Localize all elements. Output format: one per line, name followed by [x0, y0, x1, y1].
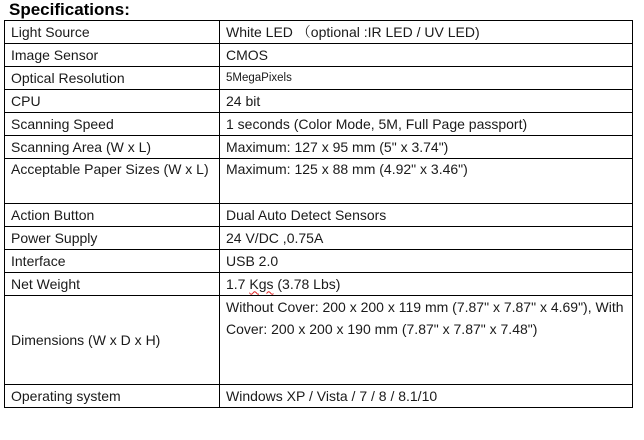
spec-value-interface: USB 2.0	[220, 250, 633, 273]
spec-value-cpu: 24 bit	[220, 90, 633, 113]
table-row	[5, 21, 633, 44]
spellcheck-flagged-word: Kgs	[249, 275, 274, 292]
spec-label-scanning-area: Scanning Area (W x L)	[5, 136, 220, 159]
spec-label-optical-resolution: Optical Resolution	[5, 67, 220, 90]
table-row	[5, 385, 633, 408]
spec-label-scanning-speed: Scanning Speed	[5, 113, 220, 136]
specifications-table	[4, 20, 633, 408]
spec-value-action-button: Dual Auto Detect Sensors	[220, 204, 633, 227]
table-row	[5, 113, 633, 136]
table-row	[5, 250, 633, 273]
spec-value-dimensions: Without Cover: 200 x 200 x 119 mm (7.87" x 7.87" x 4.69"), With Cover: 200 x 200 x 190 mm (7.87" x 7.87" x 7.48")	[220, 296, 633, 385]
spec-label-image-sensor: Image Sensor	[5, 44, 220, 67]
net-weight-suffix: (3.78 Lbs)	[273, 275, 341, 292]
spec-value-light-source: White LED （optional :IR LED / UV LED)	[220, 21, 633, 44]
specifications-heading: Specifications:	[9, 0, 130, 19]
net-weight-prefix: 1.7	[226, 275, 250, 292]
spec-label-operating-system: Operating system	[5, 385, 220, 408]
spec-value-scanning-speed: 1 seconds (Color Mode, 5M, Full Page passport)	[220, 113, 633, 136]
table-row	[5, 159, 633, 204]
table-row	[5, 273, 633, 296]
table-row	[5, 204, 633, 227]
spec-label-light-source: Light Source	[5, 21, 220, 44]
table-row	[5, 227, 633, 250]
table-row	[5, 136, 633, 159]
spec-label-net-weight: Net Weight	[5, 273, 220, 296]
table-row	[5, 296, 633, 385]
spec-label-action-button: Action Button	[5, 204, 220, 227]
table-row	[5, 90, 633, 113]
spec-value-image-sensor: CMOS	[220, 44, 633, 67]
spec-value-power-supply: 24 V/DC ,0.75A	[220, 227, 633, 250]
spec-value-operating-system: Windows XP / Vista / 7 / 8 / 8.1/10	[220, 385, 633, 408]
spec-label-interface: Interface	[5, 250, 220, 273]
table-row	[5, 67, 633, 90]
spec-label-power-supply: Power Supply	[5, 227, 220, 250]
table-row	[5, 44, 633, 67]
spec-value-paper-sizes: Maximum: 125 x 88 mm (4.92" x 3.46")	[220, 159, 633, 204]
spec-value-net-weight	[220, 273, 633, 296]
spec-label-paper-sizes: Acceptable Paper Sizes (W x L)	[5, 159, 220, 204]
spec-value-optical-resolution: 5MegaPixels	[220, 67, 633, 90]
spec-value-scanning-area: Maximum: 127 x 95 mm (5" x 3.74")	[220, 136, 633, 159]
spec-label-cpu: CPU	[5, 90, 220, 113]
spec-label-dimensions: Dimensions (W x D x H)	[5, 296, 220, 385]
